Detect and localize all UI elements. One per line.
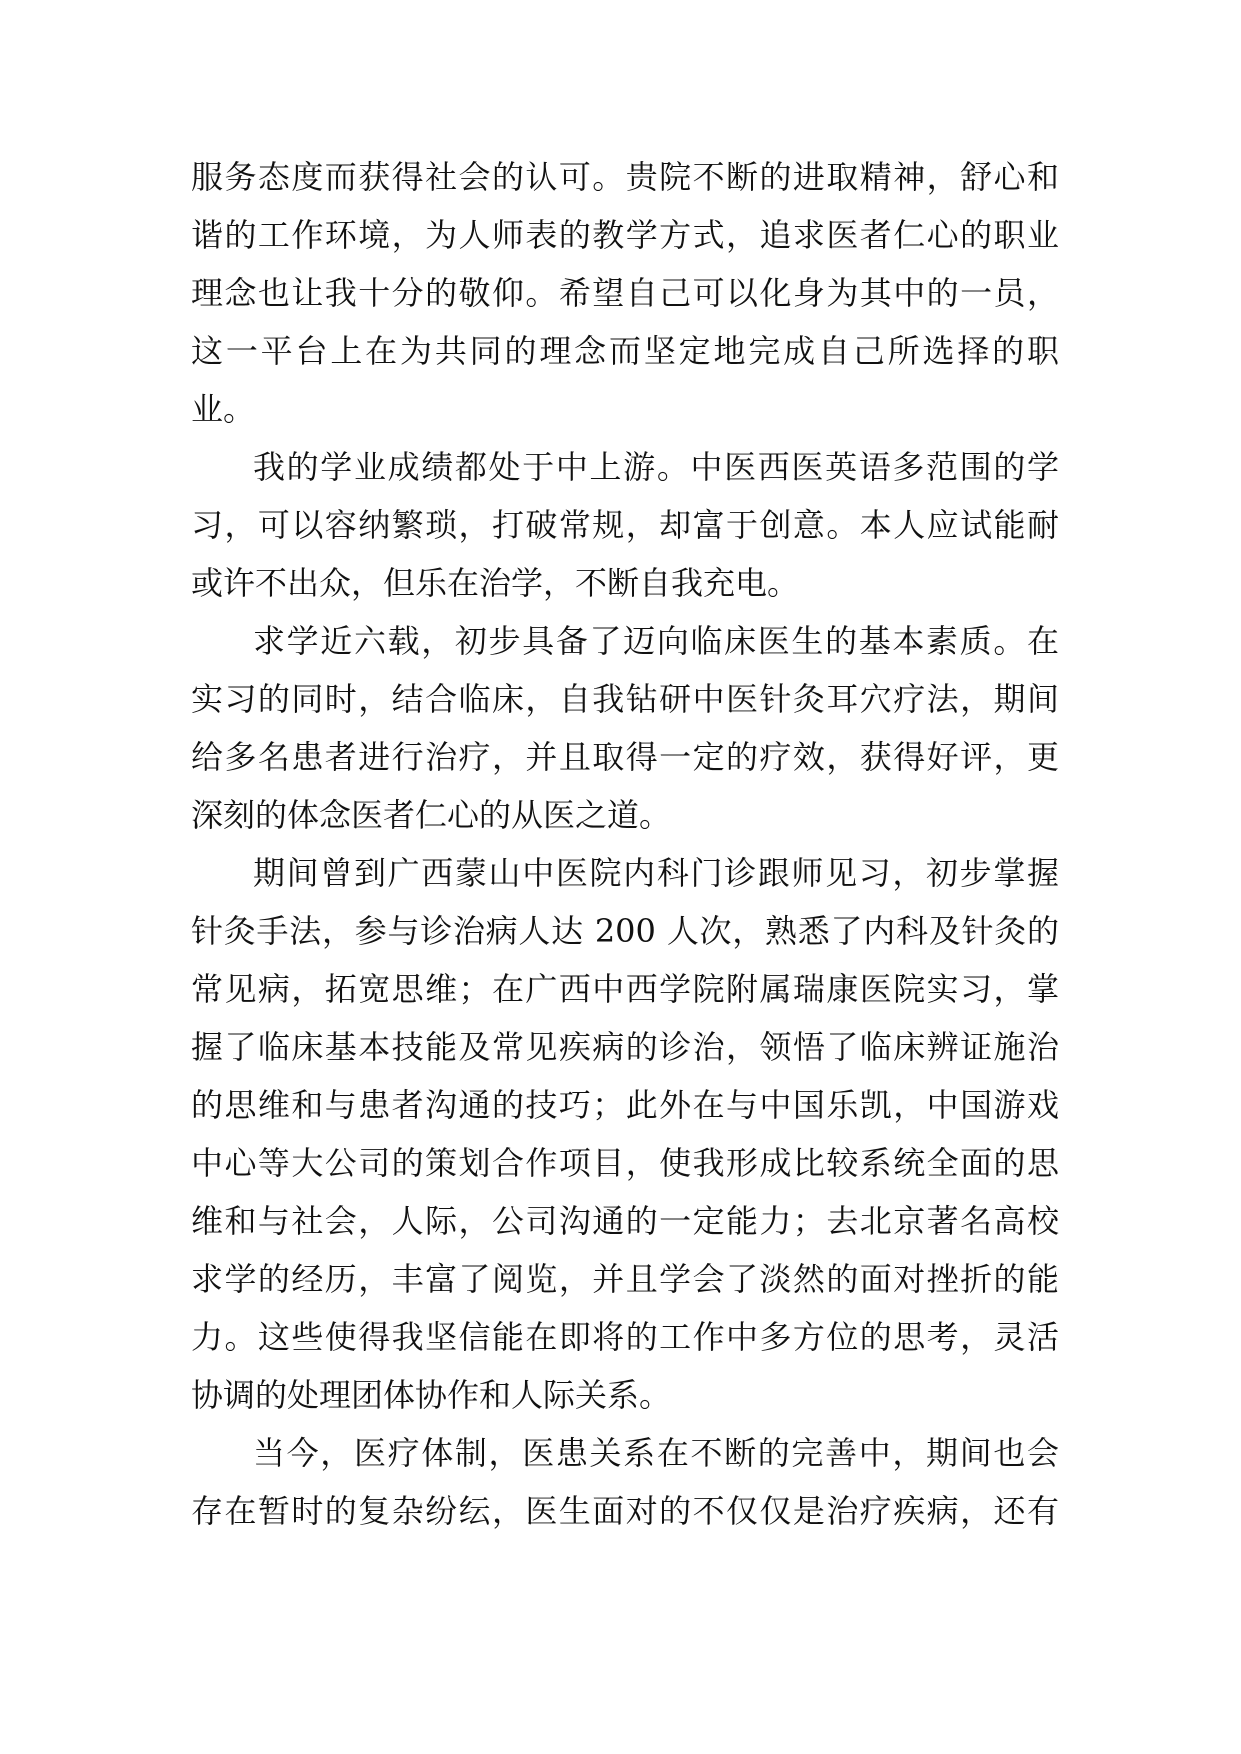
text-line: 常见病，拓宽思维；在广西中西学院附属瑞康医院实习，掌 [191, 970, 1059, 1008]
text-line: 谐的工作环境，为人师表的教学方式，追求医者仁心的职业 [191, 216, 1059, 254]
text-line: 维和与社会，人际，公司沟通的一定能力；去北京著名高校 [191, 1202, 1059, 1240]
text-line: 这一平台上在为共同的理念而坚定地完成自己所选择的职 [191, 332, 1059, 370]
text-line: 的思维和与患者沟通的技巧；此外在与中国乐凯，中国游戏 [191, 1086, 1059, 1124]
text-line: 协调的处理团体协作和人际关系。 [191, 1376, 672, 1414]
text-line: 握了临床基本技能及常见疾病的诊治，领悟了临床辨证施治 [191, 1028, 1059, 1066]
text-line: 或许不出众，但乐在治学，不断自我充电。 [191, 564, 800, 602]
text-line: 理念也让我十分的敬仰。希望自己可以化身为其中的一员， [191, 274, 1059, 312]
text-line: 我的学业成绩都处于中上游。中医西医英语多范围的学 [253, 448, 1059, 486]
text-line: 求学的经历，丰富了阅览，并且学会了淡然的面对挫折的能 [191, 1260, 1059, 1298]
text-line: 服务态度而获得社会的认可。贵院不断的进取精神，舒心和 [191, 158, 1059, 196]
text-line: 当今，医疗体制，医患关系在不断的完善中，期间也会 [253, 1434, 1059, 1472]
text-line: 习，可以容纳繁琐，打破常规，却富于创意。本人应试能耐 [191, 506, 1059, 544]
text-line: 深刻的体念医者仁心的从医之道。 [191, 796, 672, 834]
text-line: 期间曾到广西蒙山中医院内科门诊跟师见习，初步掌握 [253, 854, 1059, 892]
text-line: 力。这些使得我坚信能在即将的工作中多方位的思考，灵活 [191, 1318, 1059, 1356]
text-line: 针灸手法，参与诊治病人达 200 人次，熟悉了内科及针灸的 [191, 912, 1059, 950]
text-line: 给多名患者进行治疗，并且取得一定的疗效，获得好评，更 [191, 738, 1059, 776]
text-line: 实习的同时，结合临床，自我钻研中医针灸耳穴疗法，期间 [191, 680, 1059, 718]
text-line: 求学近六载，初步具备了迈向临床医生的基本素质。在 [253, 622, 1059, 660]
text-line: 存在暂时的复杂纷纭，医生面对的不仅仅是治疗疾病，还有 [191, 1492, 1059, 1530]
text-line: 业。 [191, 390, 256, 428]
text-line: 中心等大公司的策划合作项目，使我形成比较系统全面的思 [191, 1144, 1059, 1182]
